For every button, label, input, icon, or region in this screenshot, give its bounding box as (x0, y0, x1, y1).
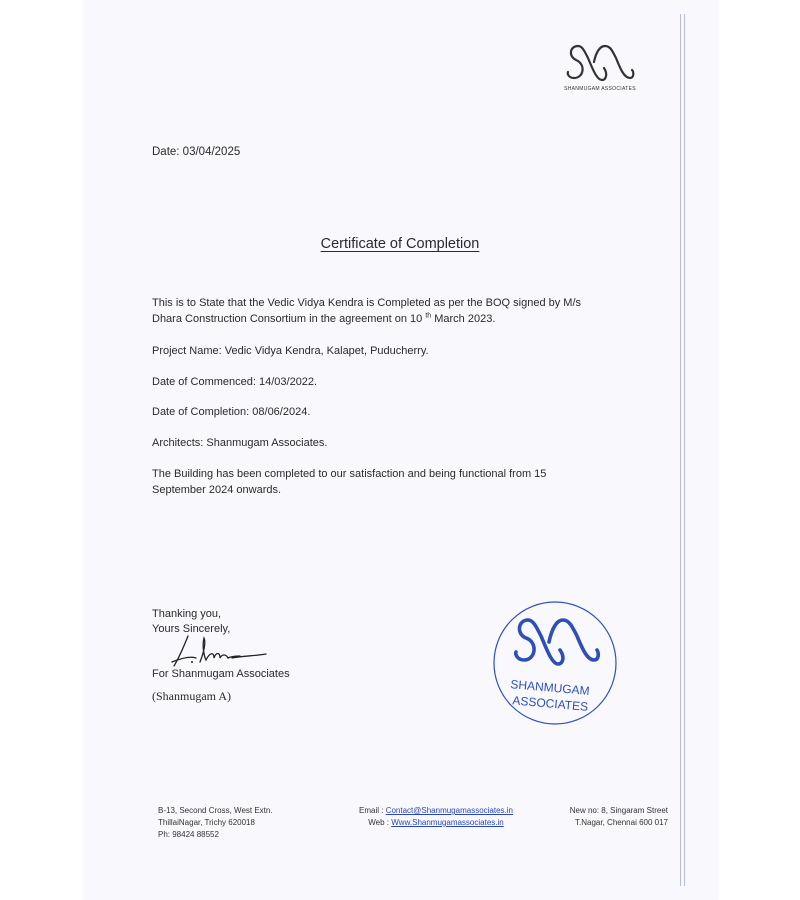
web-label: Web : (368, 818, 389, 827)
margin-line (680, 14, 681, 886)
email-link[interactable]: Contact@Shanmugamassociates.in (385, 806, 513, 815)
branch-address-line: T.Nagar, Chennai 600 017 (575, 818, 668, 827)
address-line: B-13, Second Cross, West Extn. (158, 806, 273, 815)
company-seal (492, 600, 618, 726)
footer-contact (336, 805, 536, 829)
statement-paragraph (152, 295, 602, 327)
document-title (0, 236, 800, 252)
signatory-name: (Shanmugam A) (152, 689, 231, 703)
document-title-text: Certificate of Completion (320, 236, 480, 252)
seal-text-line1: SHANMUGAM (509, 677, 591, 698)
address-line: ThillaiNagar, Trichy 620018 (158, 818, 255, 827)
functional-note: The Building has been completed to our satisfaction and being functional from 15 September 2024 onwards. (152, 468, 547, 496)
ordinal-suffix: th (425, 312, 432, 320)
email-label: Email : (359, 806, 384, 815)
date-commenced: Date of Commenced: 14/03/2022. (152, 376, 318, 388)
branch-address-line: New no: 8, Singaram Street (569, 806, 668, 815)
letter-date: Date: 03/04/2025 (152, 146, 241, 158)
website-link[interactable]: Www.Shanmugamassociates.in (391, 818, 504, 827)
architects: Architects: Shanmugam Associates. (152, 437, 328, 449)
logo-caption: SHANMUGAM ASSOCIATES (564, 86, 636, 92)
seal-logo-icon (516, 620, 598, 664)
project-name: Project Name: Vedic Vidya Kendra, Kalapet, Puducherry. (152, 345, 429, 357)
company-logo-icon (564, 40, 636, 84)
for-company: For Shanmugam Associates (152, 668, 290, 680)
statement-text: This is to State that the Vedic Vidya Kendra is Completed as per the BOQ signed by M/s Dhara Construction Consortium in the agreement on 10 (152, 297, 582, 325)
statement-text-end: March 2023. (434, 313, 496, 325)
letterhead-logo (560, 40, 640, 92)
phone-number: Ph: 98424 88552 (158, 830, 219, 839)
closing-yours: Yours Sincerely, (152, 623, 231, 635)
date-completion: Date of Completion: 08/06/2024. (152, 406, 311, 418)
footer-branch-address (548, 805, 668, 829)
closing-thanks: Thanking you, (152, 608, 222, 620)
margin-line (684, 14, 685, 886)
footer-address (158, 805, 273, 841)
seal-text-line2: ASSOCIATES (511, 693, 589, 714)
